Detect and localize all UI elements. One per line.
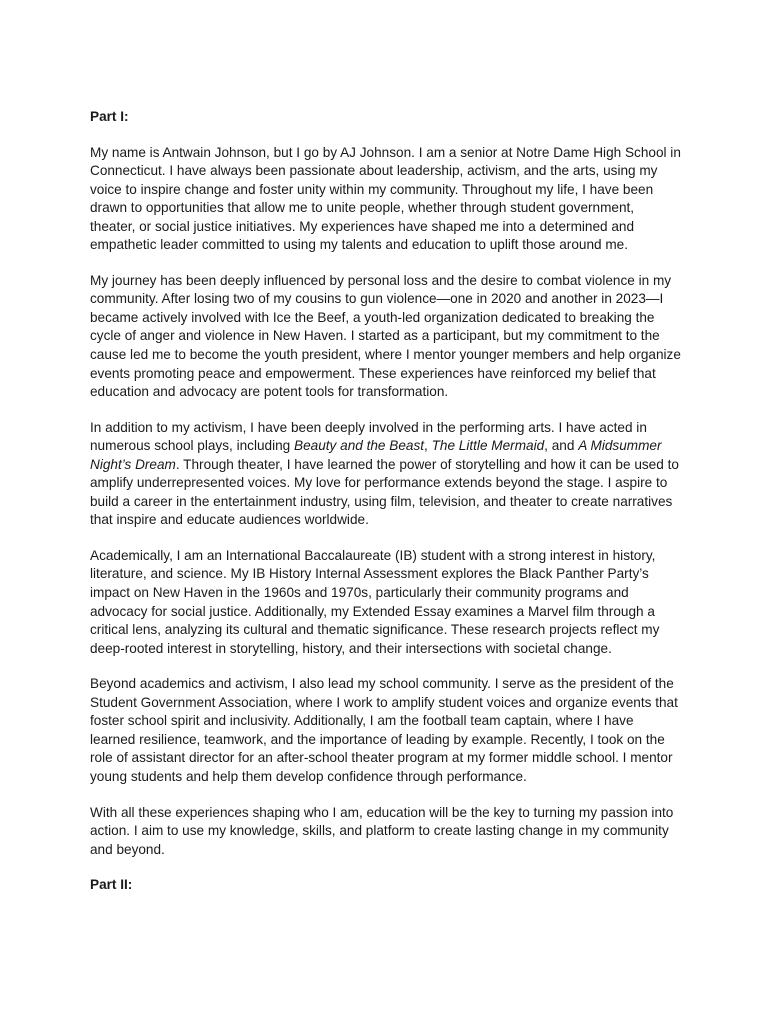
paragraph-performing-arts xyxy=(90,419,682,530)
performing-arts-text-start: In addition to my activism, I have been deeply involved in the performing arts. I have acted in numerous school plays, including xyxy=(90,419,647,454)
play-title-midsummer-nights-dream: A Midsummer Night’s Dream xyxy=(90,438,662,472)
play-title-little-mermaid: The Little Mermaid xyxy=(431,438,545,454)
performing-arts-text-end: . Through theater, I have learned the power of storytelling and how it can be used to amplify underrepresented voices. My love for performance extends beyond the stage. I aspire to build a career in the entertainment industry, using film, television, and theater to create narratives that inspire and educate audiences worldwide. xyxy=(90,456,679,528)
paragraph-personal-journey: My journey has been deeply influenced by personal loss and the desire to combat violence in my community. After losing two of my cousins to gun violence—one in 2020 and another in 2023—I became actively involved with Ice the Beef, a youth-led organization dedicated to breaking the cycle of anger and violence in New Haven. I started as a participant, but my commitment to the cause led me to become the youth president, where I mentor younger members and help organize events promoting peace and empowerment. These experiences have reinforced my belief that education and advocacy are potent tools for transformation. xyxy=(90,272,681,400)
paragraph-academics: Academically, I am an International Baccalaureate (IB) student with a strong interest in history, literature, and science. My IB History Internal Assessment explores the Black Panther Party’s impact on New Haven in the 1960s and 1970s, particularly their community programs and advocacy for social justice. Additionally, my Extended Essay examines a Marvel film through a critical lens, analyzing its cultural and thematic significance. These research projects reflect my deep-rooted interest in storytelling, history, and their intersections with societal change. xyxy=(90,547,660,656)
paragraph-introduction: My name is Antwain Johnson, but I go by AJ Johnson. I am a senior at Notre Dame High School in Connecticut. I have always been passionate about leadership, activism, and the arts, using my voice to inspire change and foster unity within my community. Throughout my life, I have been drawn to opportunities that allow me to unite people, whether through student government, theater, or social justice initiatives. My experiences have shaped me into a determined and empathetic leader committed to using my talents and education to uplift those around me. xyxy=(90,144,681,253)
play-separator-1: , xyxy=(424,438,432,454)
play-title-beauty-and-the-beast: Beauty and the Beast xyxy=(294,438,425,454)
document-page xyxy=(90,108,682,912)
part-one-heading: Part I: xyxy=(90,109,129,124)
part-two-heading: Part II: xyxy=(90,877,133,893)
play-separator-2: , and xyxy=(544,438,579,454)
paragraph-leadership: Beyond academics and activism, I also lead my school community. I serve as the president of the Student Government Association, where I work to amplify student voices and organize events that foster school spirit and inclusivity. Additionally, I am the football team captain, where I have learned resilience, teamwork, and the importance of leading by example. Recently, I took on the role of assistant director for an after-school theater program at my former middle school. I mentor young students and help them develop confidence through performance. xyxy=(90,676,678,784)
paragraph-conclusion: With all these experiences shaping who I am, education will be the key to turning my passion into action. I aim to use my knowledge, skills, and platform to create lasting change in my community and beyond. xyxy=(90,804,674,857)
